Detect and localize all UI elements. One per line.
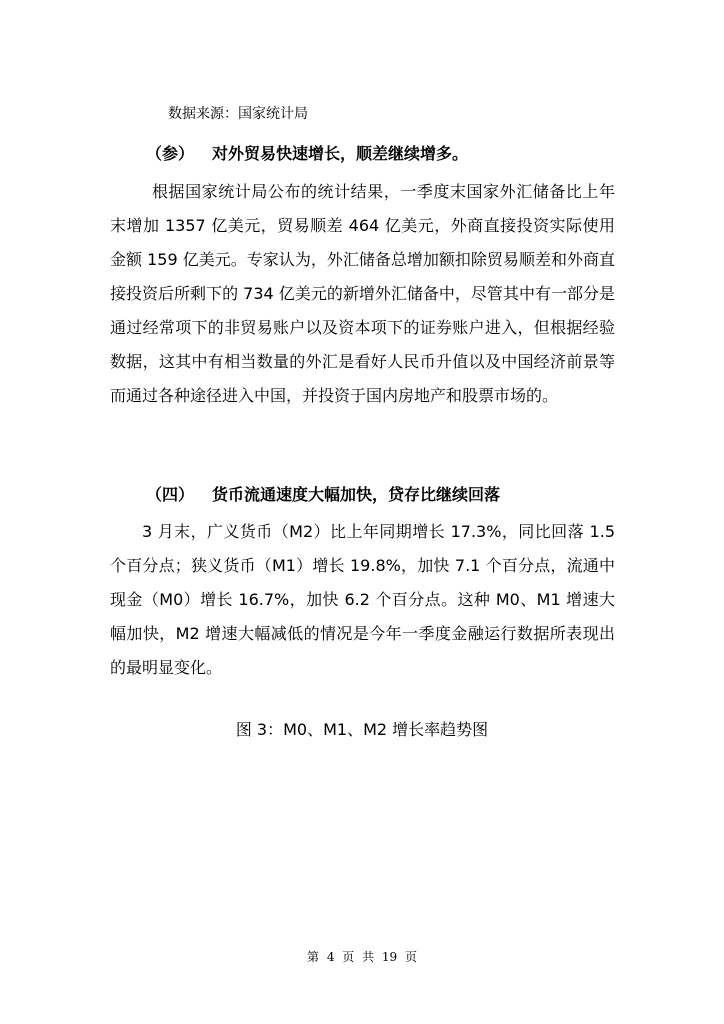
section-paragraph-3: 根据国家统计局公布的统计结果，一季度末国家外汇储备比上年末增加 1357 亿美元，贸易顺差 464 亿美元，外商直接投资实际使用金额 159 亿美元。专家认为，外汇储备总增加额扣除贸易顺差和外商直接投资后所剩下的 734 亿美元的新增外汇储备中，尽管其中有一部分是通过经常项下的非贸易账户以及资本项下的证券账户进入，但根据经验数据，这其中有相当数量的外汇是看好人民币升值以及中国经济前景等而通过各种途径进入中国，并投资于国内房地产和股票市场的。 xyxy=(110,182,615,405)
page-footer: 第 4 页 共 19 页 xyxy=(307,950,417,964)
section-heading-4 xyxy=(146,483,500,507)
section-number-4: （四） xyxy=(146,485,195,504)
figure-caption: 图 3：M0、M1、M2 增长率趋势图 xyxy=(235,720,489,739)
section-paragraph-4: 3 月末，广义货币（M2）比上年同期增长 17.3%，同比回落 1.5 个百分点；狭义货币（M1）增长 19.8%，加快 7.1 个百分点，流通中现金（M0）增长 16.7%，加快 6.2 个百分点。这种 M0、M1 增速大幅加快，M2 增速大幅减低的情况是今年一季度金融运行数据所表现出的最明显变化。 xyxy=(110,522,615,677)
section-number-3: （参） xyxy=(146,144,195,163)
section-heading-3 xyxy=(146,142,468,166)
data-source-note: 数据来源：国家统计局 xyxy=(168,106,308,122)
section-title-3: 对外贸易快速增长，顺差继续增多。 xyxy=(212,144,469,163)
section-title-4: 货币流通速度大幅加快，贷存比继续回落 xyxy=(212,485,501,504)
